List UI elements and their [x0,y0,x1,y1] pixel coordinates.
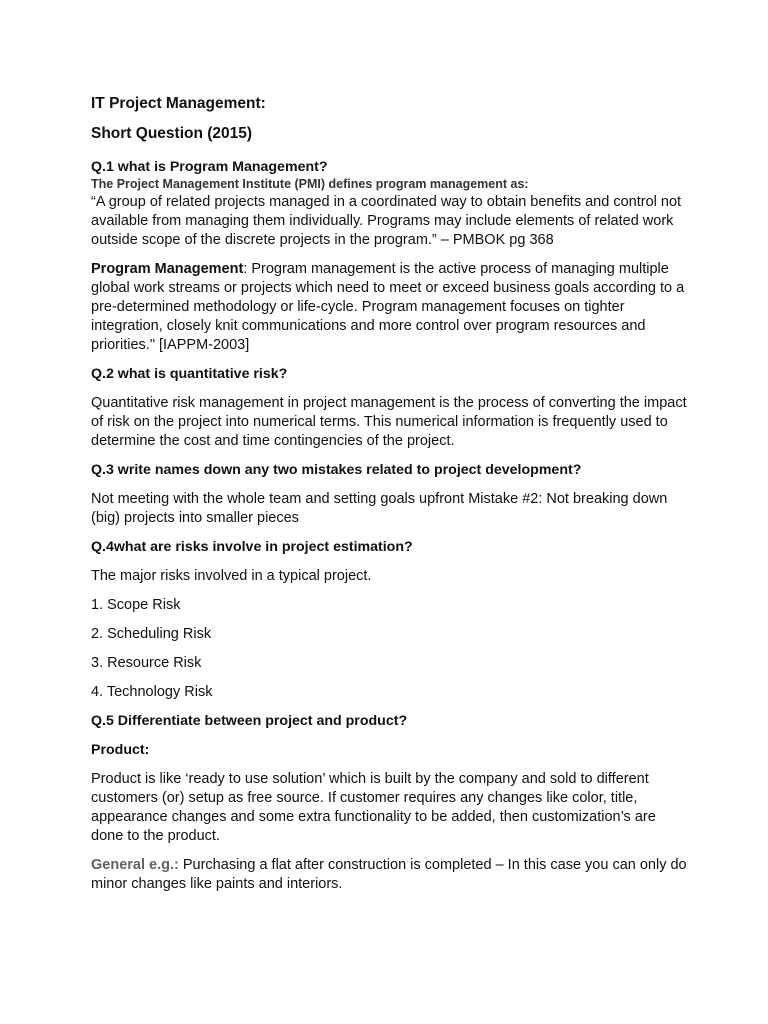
general-example-text: Purchasing a flat after construction is completed – In this case you can only do minor changes like paints and interiors. [91,857,687,892]
list-item: 2. Scheduling Risk [91,626,212,642]
answer-4-intro: The major risks involved in a typical project. [91,568,372,584]
product-text: Product is like ‘ready to use solution’ which is built by the company and sold to different customers (or) setup as free source. If customer requires any changes like color, title, appearance changes and some extra functionality to be added, then customization’s are done to the product. [91,771,656,844]
definition-lead: Program Management [91,261,244,277]
definition-text: : Program management is the active process of managing multiple global work streams or projects which need to meet or exceed business goals according to a pre-determined methodology or life-cycle. Program management focuses on tighter integration, closely knit communications and more control over program resources and priorities." [IAPPM-2003] [91,261,685,353]
program-management-definition [91,260,691,355]
pmbok-quote: “A group of related projects managed in a coordinated way to obtain benefits and control not available from managing them individually. Programs may include elements of related work outside scope of the discrete projects in the program.” – PMBOK pg 368 [91,194,682,248]
question-5: Q.5 Differentiate between project and product? [91,713,408,729]
general-example-label: General e.g.: [91,857,179,873]
question-2: Q.2 what is quantitative risk? [91,366,288,382]
pmi-definition-intro: The Project Management Institute (PMI) defines program management as: [91,177,529,191]
list-item: 3. Resource Risk [91,655,202,671]
question-1: Q.1 what is Program Management? [91,159,328,175]
document-subtitle: Short Question (2015) [91,125,253,142]
document-page [91,94,691,904]
question-3: Q.3 write names down any two mistakes related to project development? [91,462,582,478]
product-heading: Product: [91,742,150,758]
document-title: IT Project Management: [91,95,266,112]
question-4: Q.4what are risks involve in project estimation? [91,539,413,555]
answer-3: Not meeting with the whole team and setting goals upfront Mistake #2: Not breaking down (big) projects into smaller pieces [91,491,668,526]
general-example [91,856,691,894]
list-item: 1. Scope Risk [91,597,181,613]
answer-2: Quantitative risk management in project management is the process of converting the impact of risk on the project into numerical terms. This numerical information is frequently used to determine the cost and time contingencies of the project. [91,395,687,449]
list-item: 4. Technology Risk [91,684,213,700]
